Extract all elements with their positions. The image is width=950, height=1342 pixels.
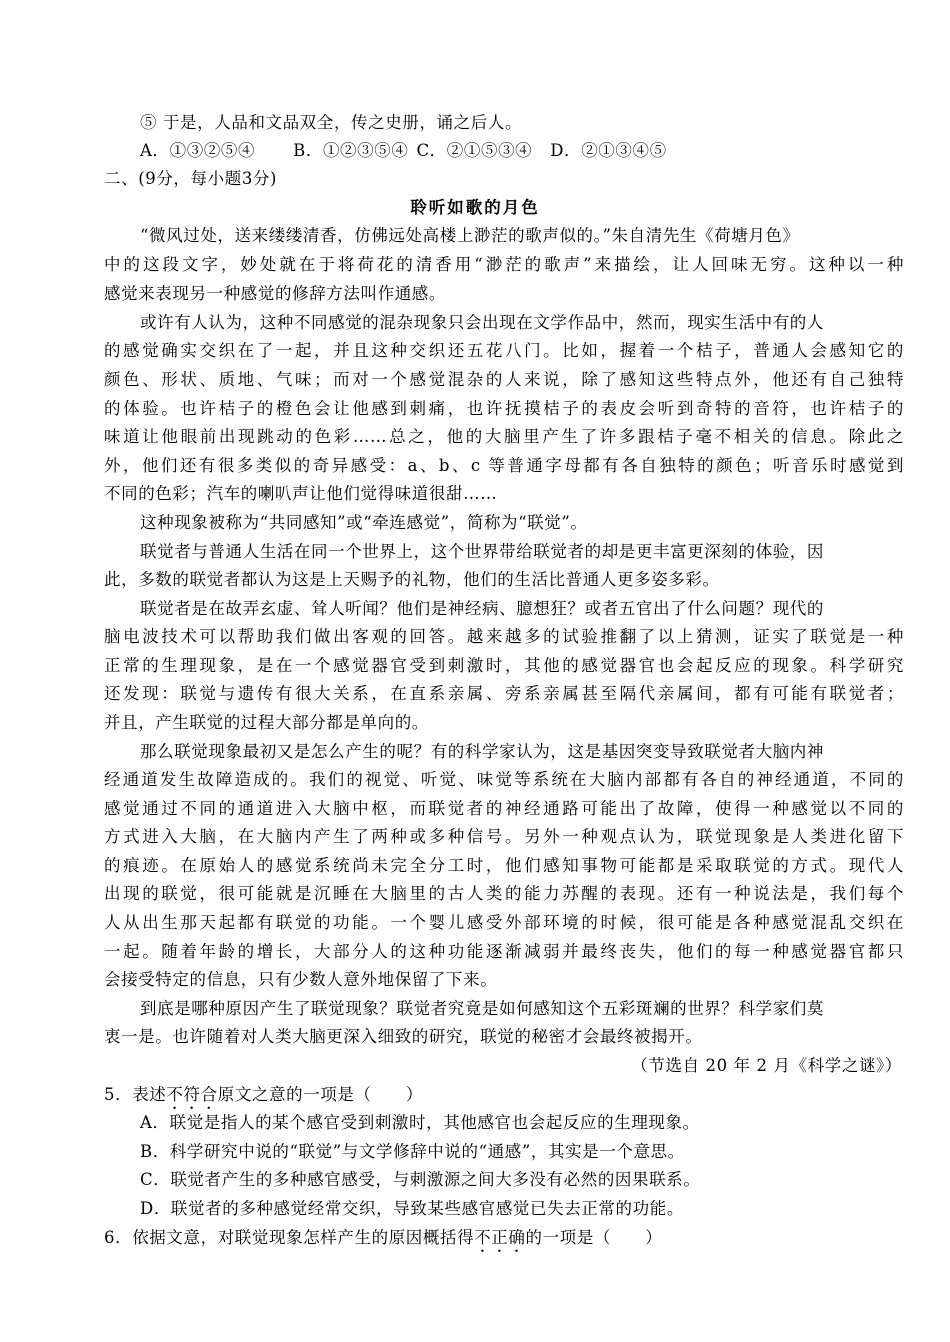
question-6-emphasis: 不正确 bbox=[474, 1228, 526, 1247]
question-5-emphasis: 不符合 bbox=[166, 1085, 218, 1104]
question-5 bbox=[104, 1082, 904, 1113]
article-line: 经通道发生故障造成的。我们的视觉、听觉、味觉等系统在大脑内部都有各自的神经通道，不同的 bbox=[104, 770, 904, 789]
article-line: 还发现：联觉与遗传有很大关系，在直系亲属、旁系亲属甚至隔代亲属间，都有可能有联觉者； bbox=[104, 684, 904, 703]
article-line: 一起。随着年龄的增长，大部分人的这种功能逐渐减弱并最终丧失，他们的每一种感觉器官都只 bbox=[104, 942, 904, 961]
ordering-options bbox=[140, 138, 940, 164]
article-line: 联觉者与普通人生活在同一个世界上，这个世界带给联觉者的却是更丰富更深刻的体验，因 bbox=[140, 542, 824, 561]
article-line: 这种现象被称为“共同感知”或“牵连感觉”，简称为“联觉”。 bbox=[140, 513, 588, 532]
article-line: 中的这段文字，妙处就在于将荷花的清香用“渺茫的歌声”来描绘，让人回味无穷。这种以一种 bbox=[104, 255, 904, 274]
article-line: “微风过处，送来缕缕清香，仿佛远处高楼上渺茫的歌声似的。”朱自清先生《荷塘月色》 bbox=[140, 226, 800, 245]
article-line: 味道让他眼前出现跳动的色彩……总之，他的大脑里产生了许多跟桔子毫不相关的信息。除此之 bbox=[104, 427, 904, 446]
article-line: 会接受特定的信息，只有少数人意外地保留了下来。 bbox=[104, 970, 498, 989]
article-line: 衷一是。也许随着对人类大脑更深入细致的研究，联觉的秘密才会最终被揭开。 bbox=[104, 1027, 703, 1046]
article-line: 正常的生理现象，是在一个感觉器官受到刺激时，其他的感觉器官也会起反应的现象。科学研究 bbox=[104, 656, 904, 675]
article-line: 人从出生那天起都有联觉的功能。一个婴儿感受外部环境的时候，很可能是各种感觉混乱交织在 bbox=[104, 913, 904, 932]
question-6-suffix: 的一项是（ ） bbox=[525, 1228, 663, 1247]
article-line: 到底是哪种原因产生了联觉现象？联觉者究竟是如何感知这个五彩斑斓的世界？科学家们莫 bbox=[140, 999, 824, 1018]
question-5-prefix: 5．表述 bbox=[104, 1085, 167, 1104]
article-line: 方式进入大脑，在大脑内产生了两种或多种信号。另外一种观点认为，联觉现象是人类进化留下 bbox=[104, 827, 904, 846]
article-line: 颜色、形状、质地、气味；而对一个感觉混杂的人来说，除了感知这些特点外，他还有自己独特 bbox=[104, 370, 904, 389]
article-line: 不同的色彩；汽车的喇叭声让他们觉得味道很甜…… bbox=[104, 484, 498, 503]
article-line: 的感觉确实交织在了一起，并且这种交织还五花八门。比如，握着一个桔子，普通人会感知它的 bbox=[104, 341, 904, 360]
article-line: 感觉来表现另一种感觉的修辞方法叫作通感。 bbox=[104, 284, 446, 303]
question-6-prefix: 6．依据文意，对联觉现象怎样产生的原因概括得 bbox=[104, 1228, 475, 1247]
article-title: 聆听如歌的月色 bbox=[410, 198, 540, 217]
article-line: 的体验。也许桔子的橙色会让他感到刺痛，也许抚摸桔子的表皮会听到奇特的音符，也许桔子的 bbox=[104, 399, 904, 418]
article-line: 脑电波技术可以帮助我们做出客观的回答。越来越多的试验推翻了以上猜测，证实了联觉是一种 bbox=[104, 627, 904, 646]
article-line: 那么联觉现象最初又是怎么产生的呢？有的科学家认为，这是基因突变导致联觉者大脑内神 bbox=[140, 742, 824, 761]
sentence-item-5: ⑤ 于是，人品和文品双全，传之史册，诵之后人。 bbox=[140, 113, 523, 132]
article-line: 此，多数的联觉者都认为这是上天赐予的礼物，他们的生活比普通人更多姿多彩。 bbox=[104, 570, 720, 589]
article-line: 出现的联觉，很可能就是沉睡在大脑里的古人类的能力苏醒的表现。还有一种说法是，我们每个 bbox=[104, 884, 904, 903]
option-a: A．①③②⑤④ bbox=[140, 141, 256, 160]
option-b: B．①②③⑤④ bbox=[293, 141, 409, 160]
option-c: C．②①⑤③④ bbox=[416, 141, 533, 160]
article-line: 并且，产生联觉的过程大部分都是单向的。 bbox=[104, 713, 429, 732]
question-5-option-b: B．科学研究中说的“联觉”与文学修辞中说的“通感”，其实是一个意思。 bbox=[140, 1142, 685, 1161]
article-line: 感觉通过不同的通道进入大脑中枢，而联觉者的神经通路可能出了故障，使得一种感觉以不同的 bbox=[104, 799, 904, 818]
article-line: 的痕迹。在原始人的感觉系统尚未完全分工时，他们感知事物可能都是采取联觉的方式。现代人 bbox=[104, 856, 904, 875]
question-5-option-d: D．联觉者的多种感觉经常交织，导致某些感官感觉已失去正常的功能。 bbox=[140, 1199, 684, 1218]
option-d: D．②①③④⑤ bbox=[550, 141, 667, 160]
question-6 bbox=[104, 1225, 904, 1256]
article-line: 外，他们还有很多类似的奇异感受：a、b、c 等普通字母都有各自独特的颜色；听音乐时感觉到 bbox=[104, 456, 904, 475]
article-source: （节选自 20 年 2 月《科学之谜》） bbox=[631, 1056, 902, 1075]
question-5-suffix: 原文之意的一项是（ ） bbox=[217, 1085, 423, 1104]
question-5-option-a: A．联觉是指人的某个感官受到刺激时，其他感官也会起反应的生理现象。 bbox=[140, 1113, 700, 1132]
question-5-option-c: C．联觉者产生的多种感官感受，与刺激源之间大多没有必然的因果联系。 bbox=[140, 1170, 701, 1189]
article-line: 联觉者是在故弄玄虚、耸人听闻？他们是神经病、臆想狂？或者五官出了什么问题？现代的 bbox=[140, 599, 824, 618]
section-heading: 二、(9分，每小题3分) bbox=[104, 169, 278, 188]
article-line: 或许有人认为，这种不同感觉的混杂现象只会出现在文学作品中，然而，现实生活中有的人 bbox=[140, 313, 824, 332]
